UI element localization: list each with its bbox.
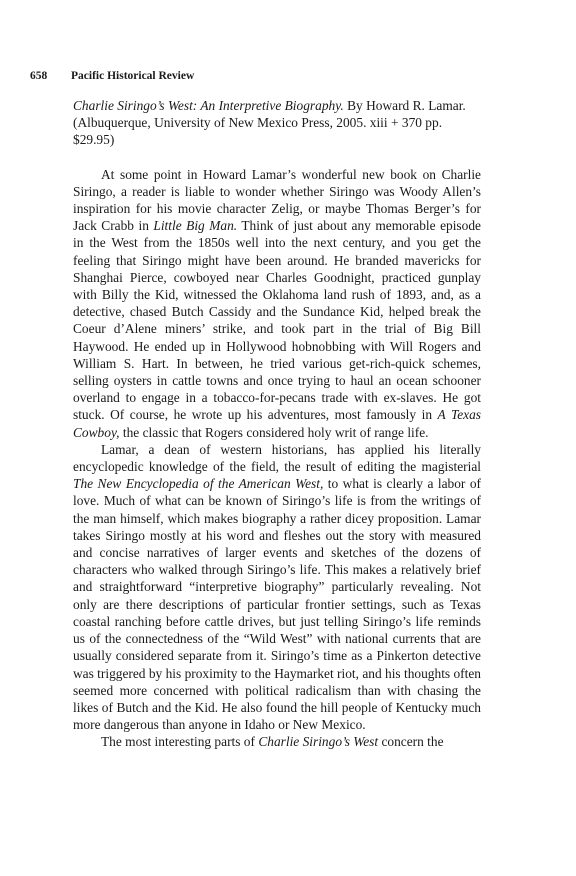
paragraph-1 xyxy=(73,166,481,441)
journal-title: Pacific Historical Review xyxy=(71,70,195,82)
paragraph-segment: At some point in Howard Lamar’s wonderful new book on Charlie Siringo, a reader is liable to wonder whether Siringo was Woody Allen’s inspiration for his movie character Zelig, or maybe Thomas Berger’s for Jack Crabb in xyxy=(73,166,481,234)
book-title-reference: Charlie Siringo’s West xyxy=(258,734,379,750)
paragraph-segment: the classic that Rogers considered holy writ of range life. xyxy=(119,424,429,440)
paragraph-3 xyxy=(73,733,481,750)
paragraph-segment: Lamar, a dean of western historians, has applied his literally encyclopedic knowledge of the field, the result of editing the magisterial xyxy=(73,441,481,475)
running-head xyxy=(30,69,480,83)
review-body xyxy=(73,97,481,751)
book-title-reference: A Texas Cowboy, xyxy=(73,407,481,440)
paragraph-segment: Think of just about any memorable episode in the West from the 1850s well into the next century, and you get the feeling that Siringo might have been around. He branded mavericks for Shanghai Pierce, cowboyed near Charles Goodnight, practiced gunplay with Billy the Kid, witnessed the Oklahoma land rush of 1893, and, as a detective, chased Butch Cassidy and the Sundance Kid, helped break the Coeur d’Alene miners’ strike, and took part in the trial of Big Bill Haywood. He ended up in Hollywood hobnobbing with Will Rogers and William S. Hart. In between, he tried various get-rich-quick schemes, selling oysters in cattle towns and once trying to haul an ocean schooner overland to engage in a tobacco-for-pecans trade with ex-slaves. He got stuck. Of course, he wrote up his adventures, most famously in xyxy=(73,218,481,423)
book-title-reference: The New Encyclopedia of the American West, xyxy=(73,476,324,492)
page-number: 658 xyxy=(30,70,48,82)
book-publication-details: By Howard R. Lamar. (Albuquerque, University of New Mexico Press, 2005. xiii + 370 pp. $29.95) xyxy=(73,98,466,148)
paragraph-segment: to what is clearly a labor of love. Much of what can be known of Siringo’s life is from the writings of the man himself, which makes biography a rather dicey proposition. Lamar takes Siringo mostly at his word and fleshes out the story with measured and concise narratives of larger events and sketches of the dozens of characters who walked through Siringo’s life. This makes a relatively brief and straightforward “interpretive biography” particularly revealing. Not only are there descriptions of particular frontier settings, such as Texas coastal ranching before cattle drives, but just telling Siringo’s life reminds us of the connectedness of the “Wild West” with national currents that are usually considered separate from it. Siringo’s time as a Pinkerton detective was triggered by his proximity to the Haymarket riot, and his thoughts often seemed more concerned with political radicalism than with chasing the likes of Butch and the Kid. He also found the hill people of Kentucky much more dangerous than anyone in Idaho or New Mexico. xyxy=(73,476,481,733)
book-title-reference: Little Big Man. xyxy=(153,218,238,234)
paragraph-2 xyxy=(73,441,481,733)
book-citation xyxy=(73,97,481,149)
paragraph-segment: The most interesting parts of xyxy=(101,734,259,750)
book-title: Charlie Siringo’s West: An Interpretive Biography. xyxy=(73,98,344,113)
paragraph-segment: concern the xyxy=(378,734,444,750)
